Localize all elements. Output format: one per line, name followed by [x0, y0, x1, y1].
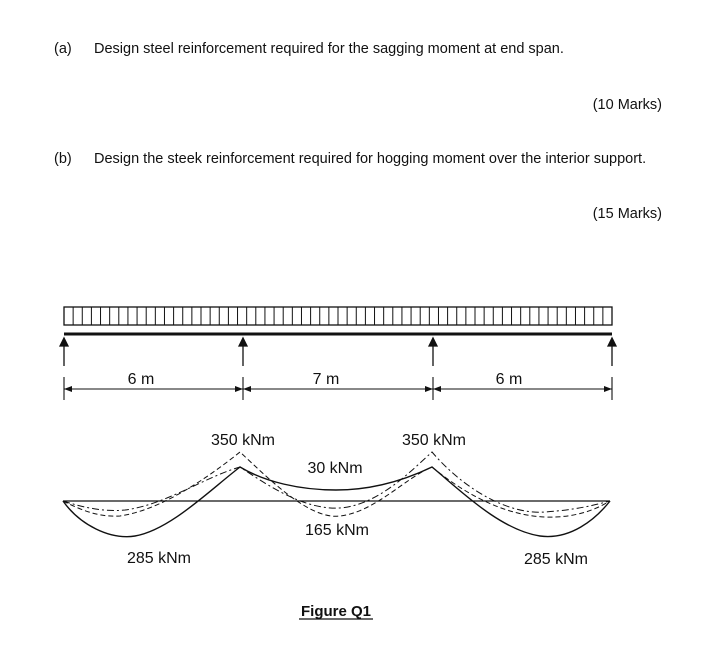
question-b-marks: (15 Marks)	[592, 206, 662, 222]
span-label-1: 6 m	[127, 371, 155, 388]
moment-label-midspan-small: 30 kNm	[307, 460, 363, 477]
moment-label-midspan: 165 kNm	[304, 522, 370, 539]
question-a-marks: (10 Marks)	[592, 97, 662, 113]
distributed-load	[64, 307, 612, 325]
question-a-text: Design steel reinforcement required for the sagging moment at end span.	[94, 41, 564, 57]
span-label-2: 7 m	[312, 371, 340, 388]
moment-label-hogging-left: 350 kNm	[210, 432, 276, 449]
supports	[60, 338, 616, 366]
question-b-text: Design the steek reinforcement required for hogging moment over the interior support.	[94, 151, 647, 167]
question-a-label: (a)	[54, 41, 72, 57]
moment-label-end-right: 285 kNm	[523, 551, 589, 568]
moment-label-end-left: 285 kNm	[126, 550, 192, 567]
span-label-3: 6 m	[495, 371, 523, 388]
question-b-label: (b)	[54, 151, 72, 167]
figure-caption: Figure Q1	[300, 603, 372, 620]
moment-label-hogging-right: 350 kNm	[401, 432, 467, 449]
